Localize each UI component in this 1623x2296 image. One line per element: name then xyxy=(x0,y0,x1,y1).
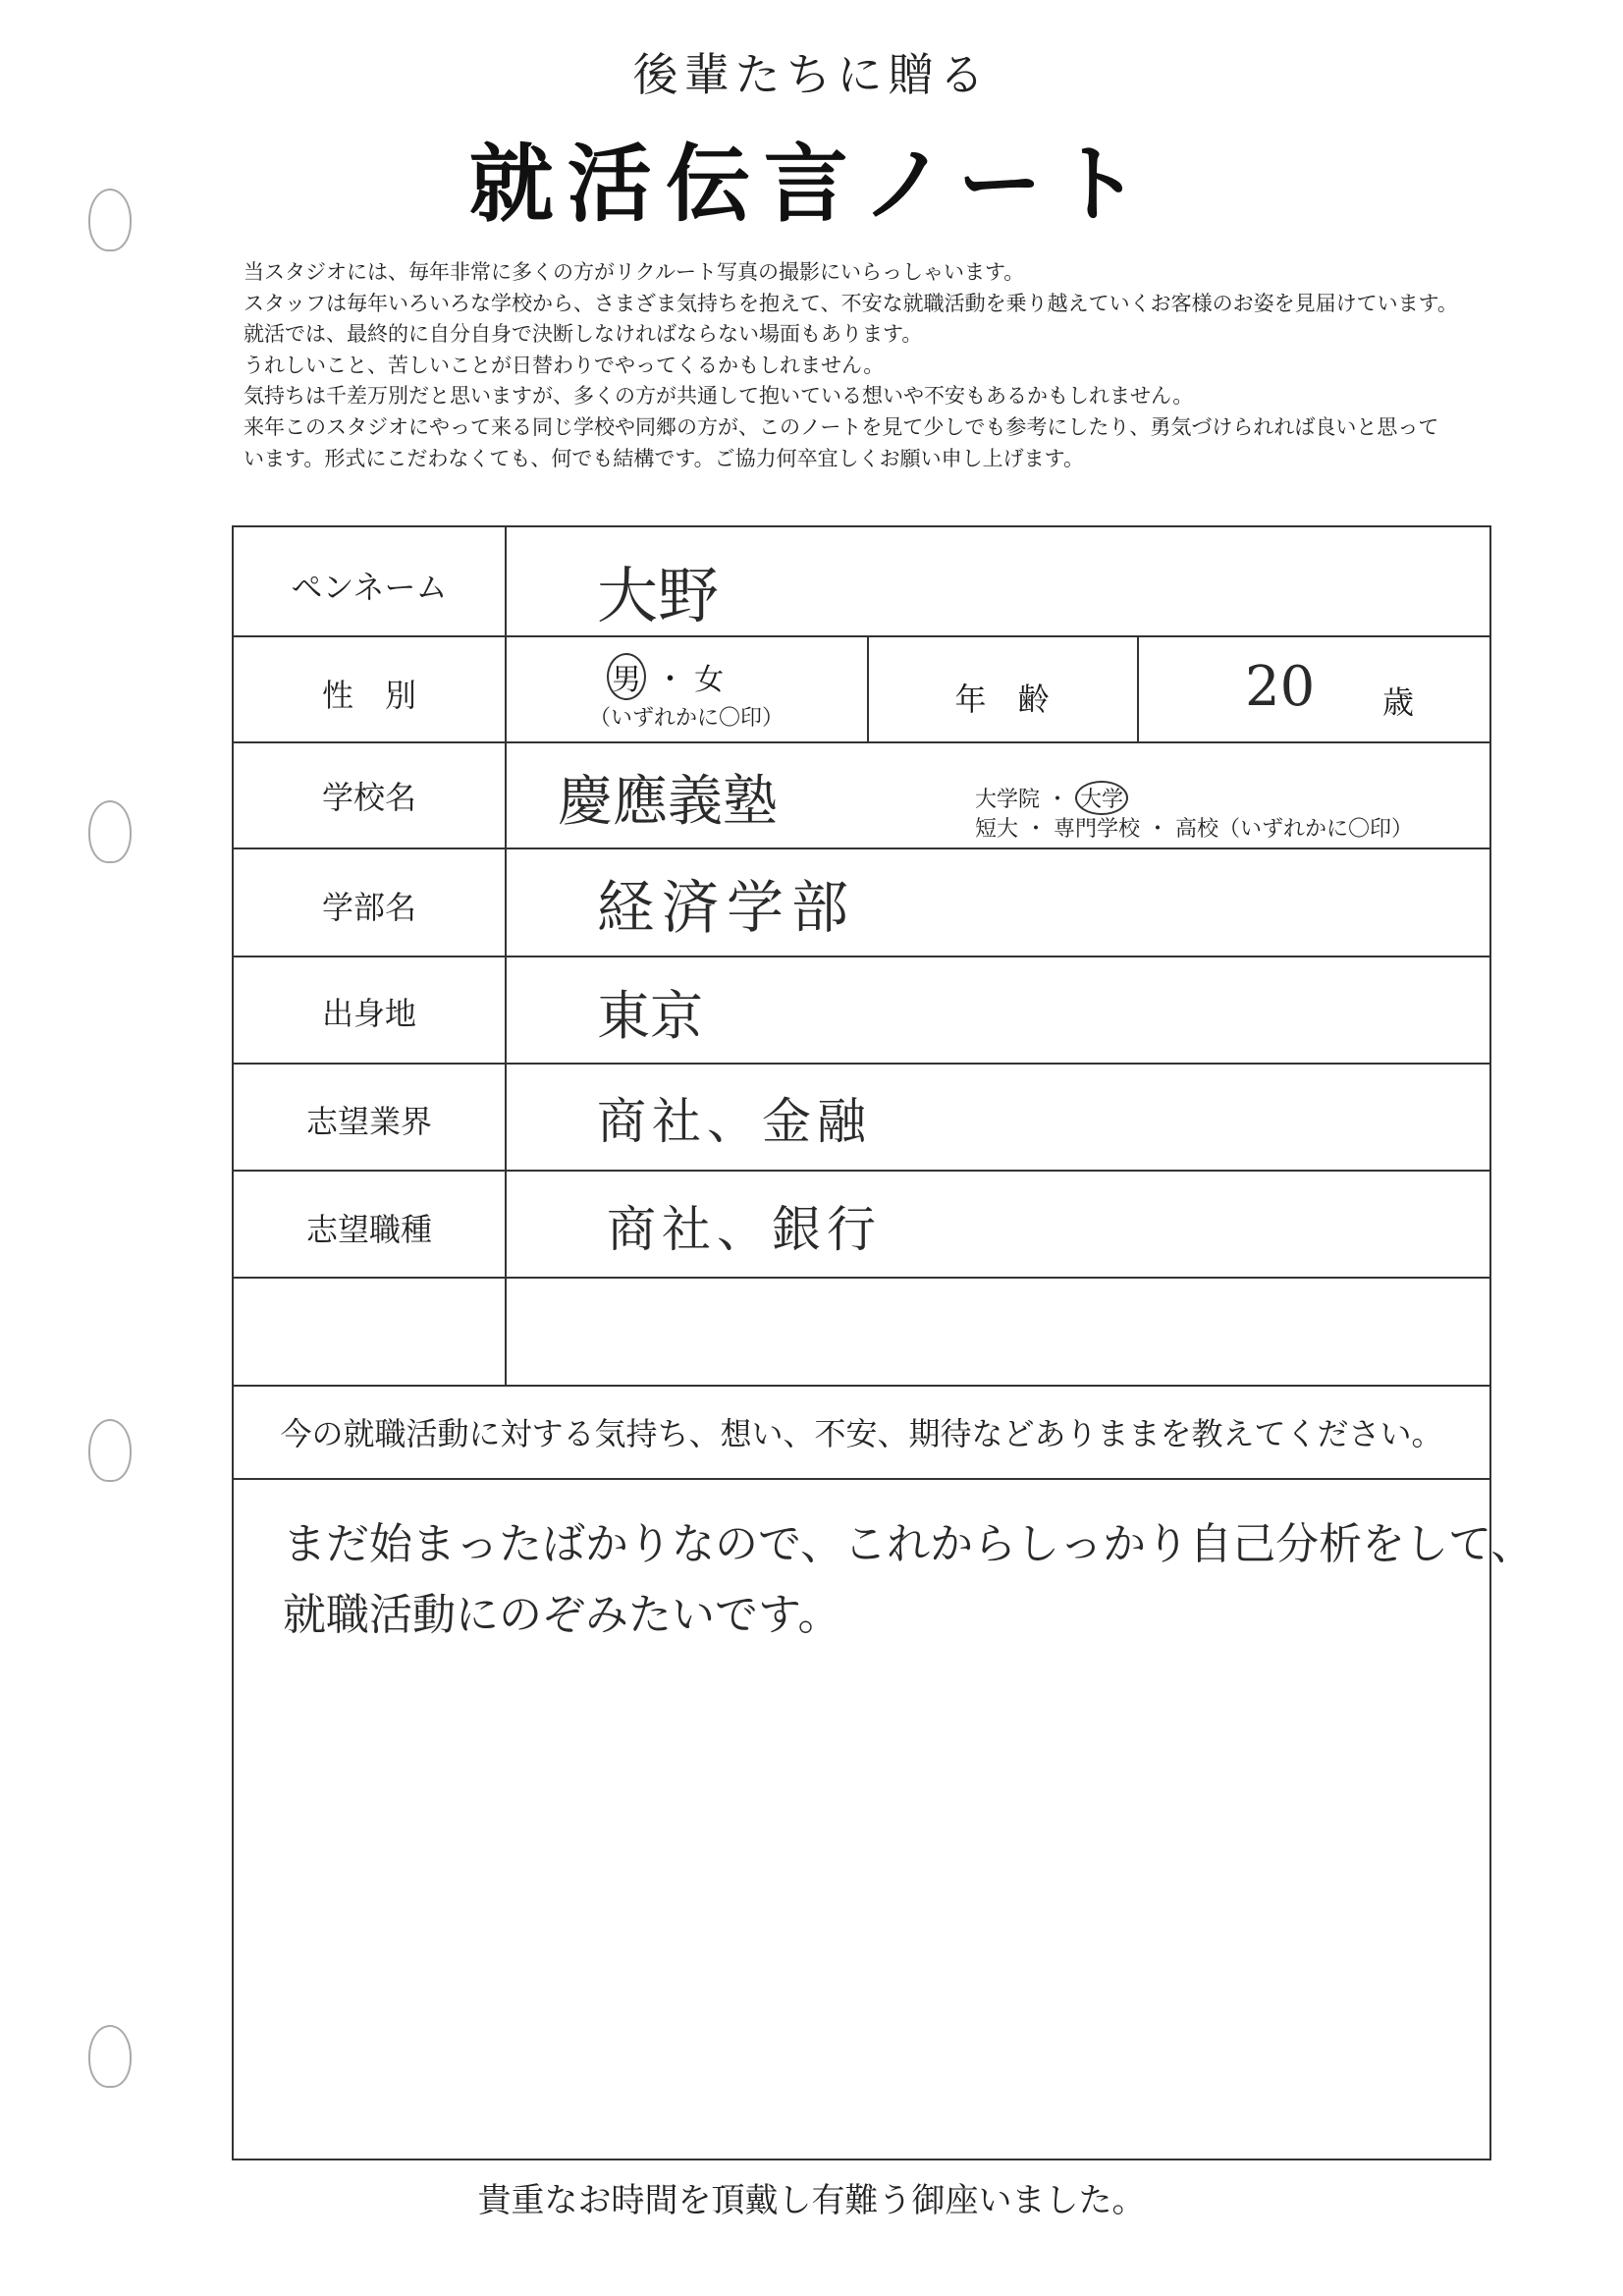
age-label: 年 齢 xyxy=(954,681,1050,718)
survey-form xyxy=(232,525,1535,2160)
gender-note: （いずれかに〇印） xyxy=(589,706,784,731)
faculty-value[interactable]: 経済学部 xyxy=(597,874,857,941)
industry-value[interactable]: 商社、金融 xyxy=(597,1093,872,1150)
intro-line: 気持ちは千差万別だと思いますが、多くの方が共通して抱いている想いや不安もあるかもしれません。 xyxy=(243,384,1194,409)
school-label: 学校名 xyxy=(321,779,416,816)
school-value[interactable]: 慶應義塾 xyxy=(558,770,778,834)
intro-line: うれしいこと、苦しいことが日替わりでやってくるかもしれません。 xyxy=(243,353,885,377)
school-type-line1: 大学院 ・ 大学 xyxy=(975,781,1128,815)
school-type-university[interactable]: 大学 xyxy=(1075,781,1128,815)
gender-male-option[interactable]: 男 xyxy=(607,653,646,700)
pen-name-value[interactable]: 大野 xyxy=(597,560,720,631)
age-unit: 歳 xyxy=(1382,683,1415,721)
free-answer-question: 今の就職活動に対する気持ち、想い、不安、期待などありままを教えてください。 xyxy=(280,1415,1443,1452)
answer-line[interactable]: まだ始まったばかりなので、これからしっかり自己分析をして、 xyxy=(283,1519,1535,1569)
gender-female-option[interactable]: 女 xyxy=(694,663,725,697)
intro-line: スタッフは毎年いろいろな学校から、さまざま気持ちを抱えて、不安な就職活動を乗り越えていくお客様のお姿を見届けています。 xyxy=(243,291,1458,315)
pen-name-label: ペンネーム xyxy=(291,569,448,606)
intro-line: 当スタジオには、毎年非常に多くの方がリクルート写真の撮影にいらっしゃいます。 xyxy=(243,260,1025,284)
hometown-label: 出身地 xyxy=(321,995,416,1032)
industry-label: 志望業界 xyxy=(305,1103,432,1140)
job-label: 志望職種 xyxy=(305,1211,432,1248)
page-subtitle: 後輩たちに贈る xyxy=(632,48,991,101)
school-type-grad[interactable]: 大学院 xyxy=(975,788,1041,812)
intro-text xyxy=(243,257,1579,474)
age-value[interactable]: 20 xyxy=(1245,655,1316,719)
page-title: 就活伝言ノート xyxy=(468,136,1155,234)
footer-thanks: 貴重なお時間を頂戴し有難う御座いました。 xyxy=(477,2181,1146,2220)
job-value[interactable]: 商社、銀行 xyxy=(607,1201,882,1258)
intro-line: います。形式にこだわなくても、何でも結構です。ご協力何卒宜しくお願い申し上げます。 xyxy=(243,446,1084,470)
gender-options xyxy=(607,653,724,700)
hometown-value[interactable]: 東京 xyxy=(597,985,703,1047)
punch-hole xyxy=(88,1419,132,1482)
punch-hole xyxy=(88,800,132,863)
school-type-line2: 短大 ・ 専門学校 ・ 高校（いずれかに〇印） xyxy=(975,817,1413,842)
intro-line: 来年このスタジオにやって来る同じ学校や同郷の方が、このノートを見て少しでも参考にしたり、勇気づけられれば良いと思って xyxy=(243,414,1439,439)
faculty-label: 学部名 xyxy=(321,889,416,926)
answer-line[interactable]: 就職活動にのぞみたいです。 xyxy=(283,1590,841,1640)
gender-label: 性 別 xyxy=(321,677,416,714)
gender-separator: ・ xyxy=(655,663,685,697)
punch-hole xyxy=(88,2025,132,2088)
intro-line: 就活では、最終的に自分自身で決断しなければならない場面もあります。 xyxy=(243,322,923,347)
